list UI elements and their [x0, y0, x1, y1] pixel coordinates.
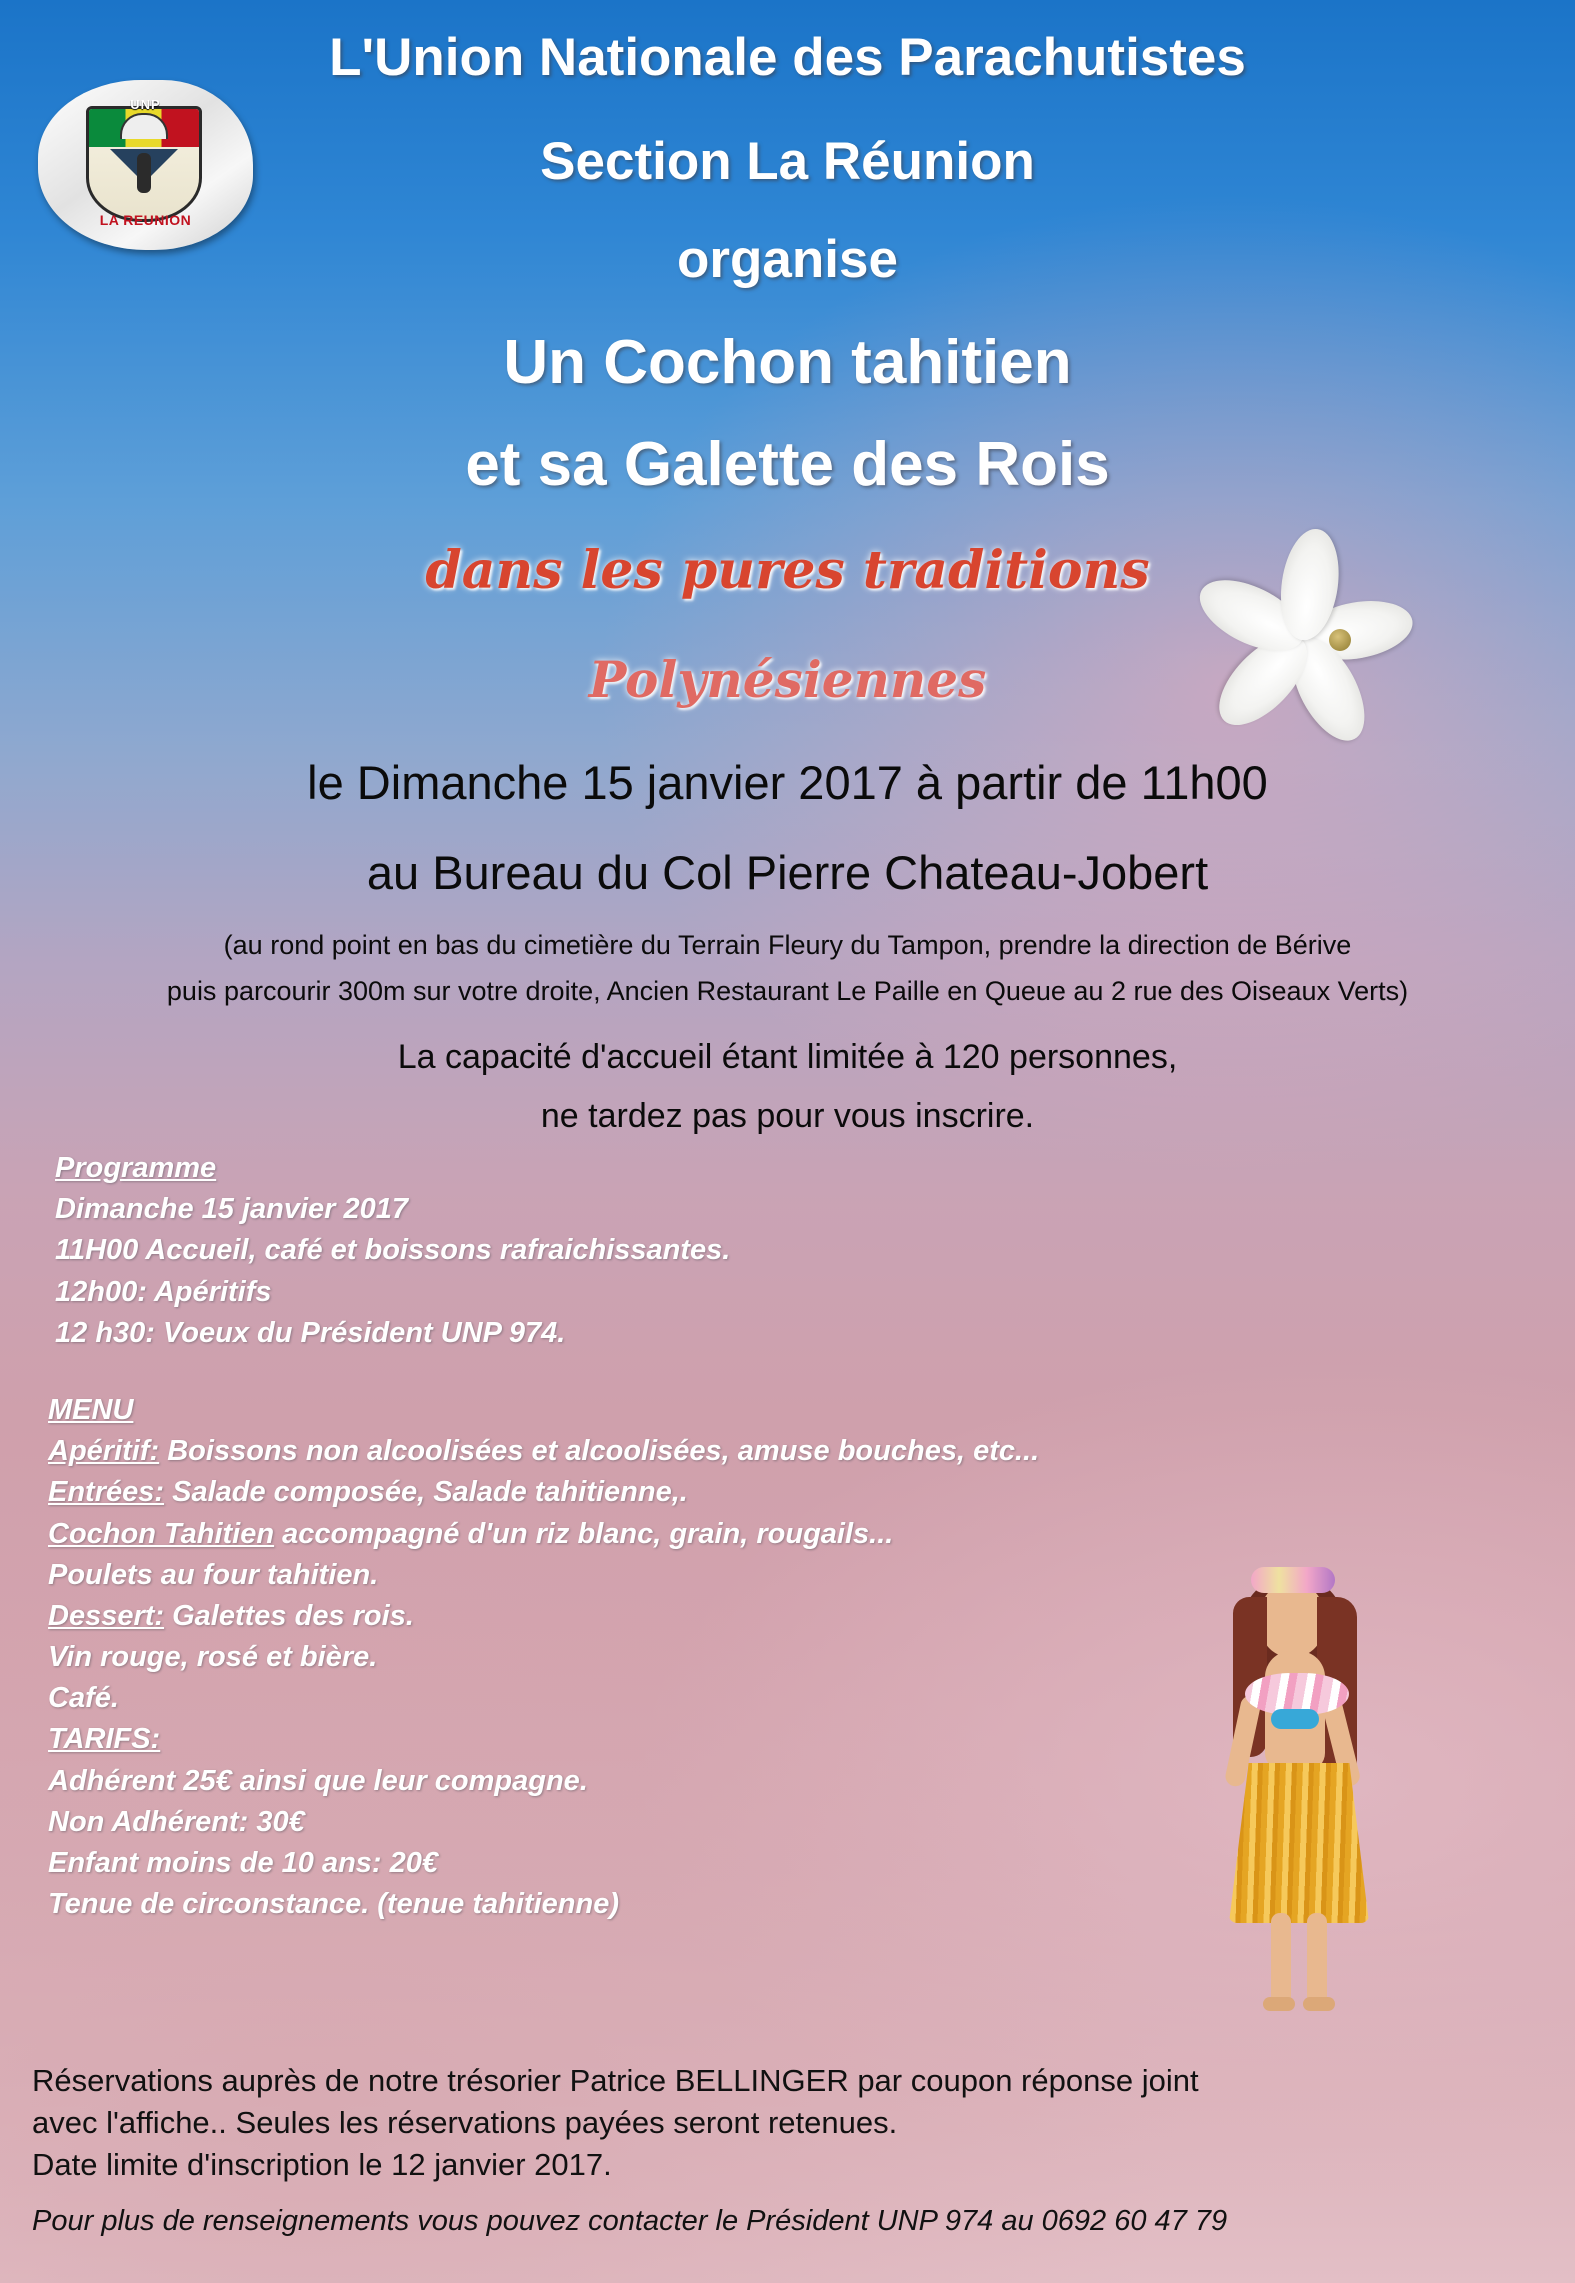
- dancer-top: [1271, 1709, 1319, 1729]
- dancer-flower-crown: [1251, 1567, 1335, 1593]
- logo-top-text: UNP: [130, 97, 161, 112]
- tarif-item: Adhérent 25€ ainsi que leur compagne.: [48, 1764, 588, 1797]
- menu-label-cochon: Cochon Tahitien: [48, 1517, 275, 1550]
- menu-row-vin: Vin rouge, rosé et bière.: [48, 1641, 378, 1674]
- event-venue: au Bureau du Col Pierre Chateau-Jobert: [366, 846, 1209, 899]
- programme-item: 12h00: Apéritifs: [55, 1275, 272, 1308]
- programme-item: 11H00 Accueil, café et boissons rafraichissantes.: [55, 1234, 731, 1267]
- menu-text-cochon: accompagné d'un riz blanc, grain, rougails...: [274, 1517, 894, 1550]
- hula-dancer-illustration: [1185, 1545, 1415, 2025]
- footer-contact-line: Pour plus de renseignements vous pouvez contacter le Président UNP 974 au 0692 60 47 79: [32, 2204, 1228, 2237]
- tarif-item: Enfant moins de 10 ans: 20€: [48, 1846, 439, 1879]
- script-accent-line-2: Polynésiennes: [588, 650, 987, 709]
- footer-line-2: avec l'affiche.. Seules les réservations payées seront retenues.: [32, 2104, 898, 2140]
- menu-row-cochon: [48, 1514, 1188, 1555]
- capacity-note-line-1: La capacité d'accueil étant limitée à 120 personnes,: [397, 1038, 1178, 1076]
- menu-text-dessert: Galettes des rois.: [164, 1599, 414, 1632]
- menu-row-cafe: Café.: [48, 1682, 119, 1715]
- poster-title-line-2: Section La Réunion: [540, 132, 1035, 191]
- poster-title-line-4: Un Cochon tahitien: [503, 328, 1072, 397]
- programme-title: Programme: [55, 1152, 217, 1184]
- logo-bottom-text: LA REUNION: [99, 212, 192, 228]
- menu-row-dessert: [48, 1596, 1188, 1637]
- tarif-item: Non Adhérent: 30€: [48, 1805, 305, 1838]
- flower-center: [1329, 629, 1351, 651]
- programme-item: Dimanche 15 janvier 2017: [55, 1193, 409, 1226]
- menu-section: [48, 1390, 1188, 1925]
- menu-title: MENU: [48, 1394, 134, 1426]
- footer-line-1: Réservations auprès de notre trésorier Patrice BELLINGER par coupon réponse joint: [32, 2063, 1199, 2098]
- programme-item: 12 h30: Voeux du Président UNP 974.: [55, 1316, 566, 1349]
- menu-row-aperitif: [48, 1431, 1188, 1472]
- dancer-leg-left: [1271, 1913, 1291, 2005]
- event-address-line-2: puis parcourir 300m sur votre droite, Ancien Restaurant Le Paille en Queue au 2 rue des Oiseaux Verts): [166, 976, 1409, 1006]
- capacity-note-line-2: ne tardez pas pour vous inscrire.: [540, 1097, 1035, 1135]
- dancer-leg-right: [1307, 1913, 1327, 2005]
- menu-text-aperitif: Boissons non alcoolisées et alcoolisées, amuse bouches, etc...: [159, 1435, 1040, 1468]
- dancer-grass-skirt: [1229, 1763, 1369, 1923]
- menu-row-entrees: [48, 1472, 1188, 1513]
- tarif-item: Tenue de circonstance. (tenue tahitienne): [48, 1888, 619, 1921]
- dancer-foot-right: [1303, 1997, 1335, 2011]
- script-accent-line-1: dans les pures traditions: [425, 540, 1150, 601]
- event-address-line-1: (au rond point en bas du cimetière du Terrain Fleury du Tampon, prendre la direction de Bérive: [223, 930, 1352, 960]
- poster-title-line-3: organise: [677, 230, 898, 289]
- tarifs-title: TARIFS:: [48, 1723, 161, 1756]
- dancer-foot-left: [1263, 1997, 1295, 2011]
- menu-row-poulets: Poulets au four tahitien.: [48, 1558, 379, 1591]
- poster-title-line-1: L'Union Nationale des Parachutistes: [329, 28, 1246, 87]
- poster-title-line-5: et sa Galette des Rois: [465, 430, 1110, 499]
- footer-section: [32, 2060, 1542, 2241]
- menu-label-entrees: Entrées:: [48, 1476, 165, 1509]
- menu-label-aperitif: Apéritif:: [48, 1435, 160, 1468]
- menu-text-entrees: Salade composée, Salade tahitienne,.: [164, 1476, 688, 1509]
- menu-label-dessert: Dessert:: [48, 1599, 165, 1632]
- event-datetime: le Dimanche 15 janvier 2017 à partir de 11h00: [307, 756, 1268, 809]
- footer-line-3: Date limite d'inscription le 12 janvier 2017.: [32, 2146, 612, 2182]
- programme-section: [55, 1148, 1055, 1354]
